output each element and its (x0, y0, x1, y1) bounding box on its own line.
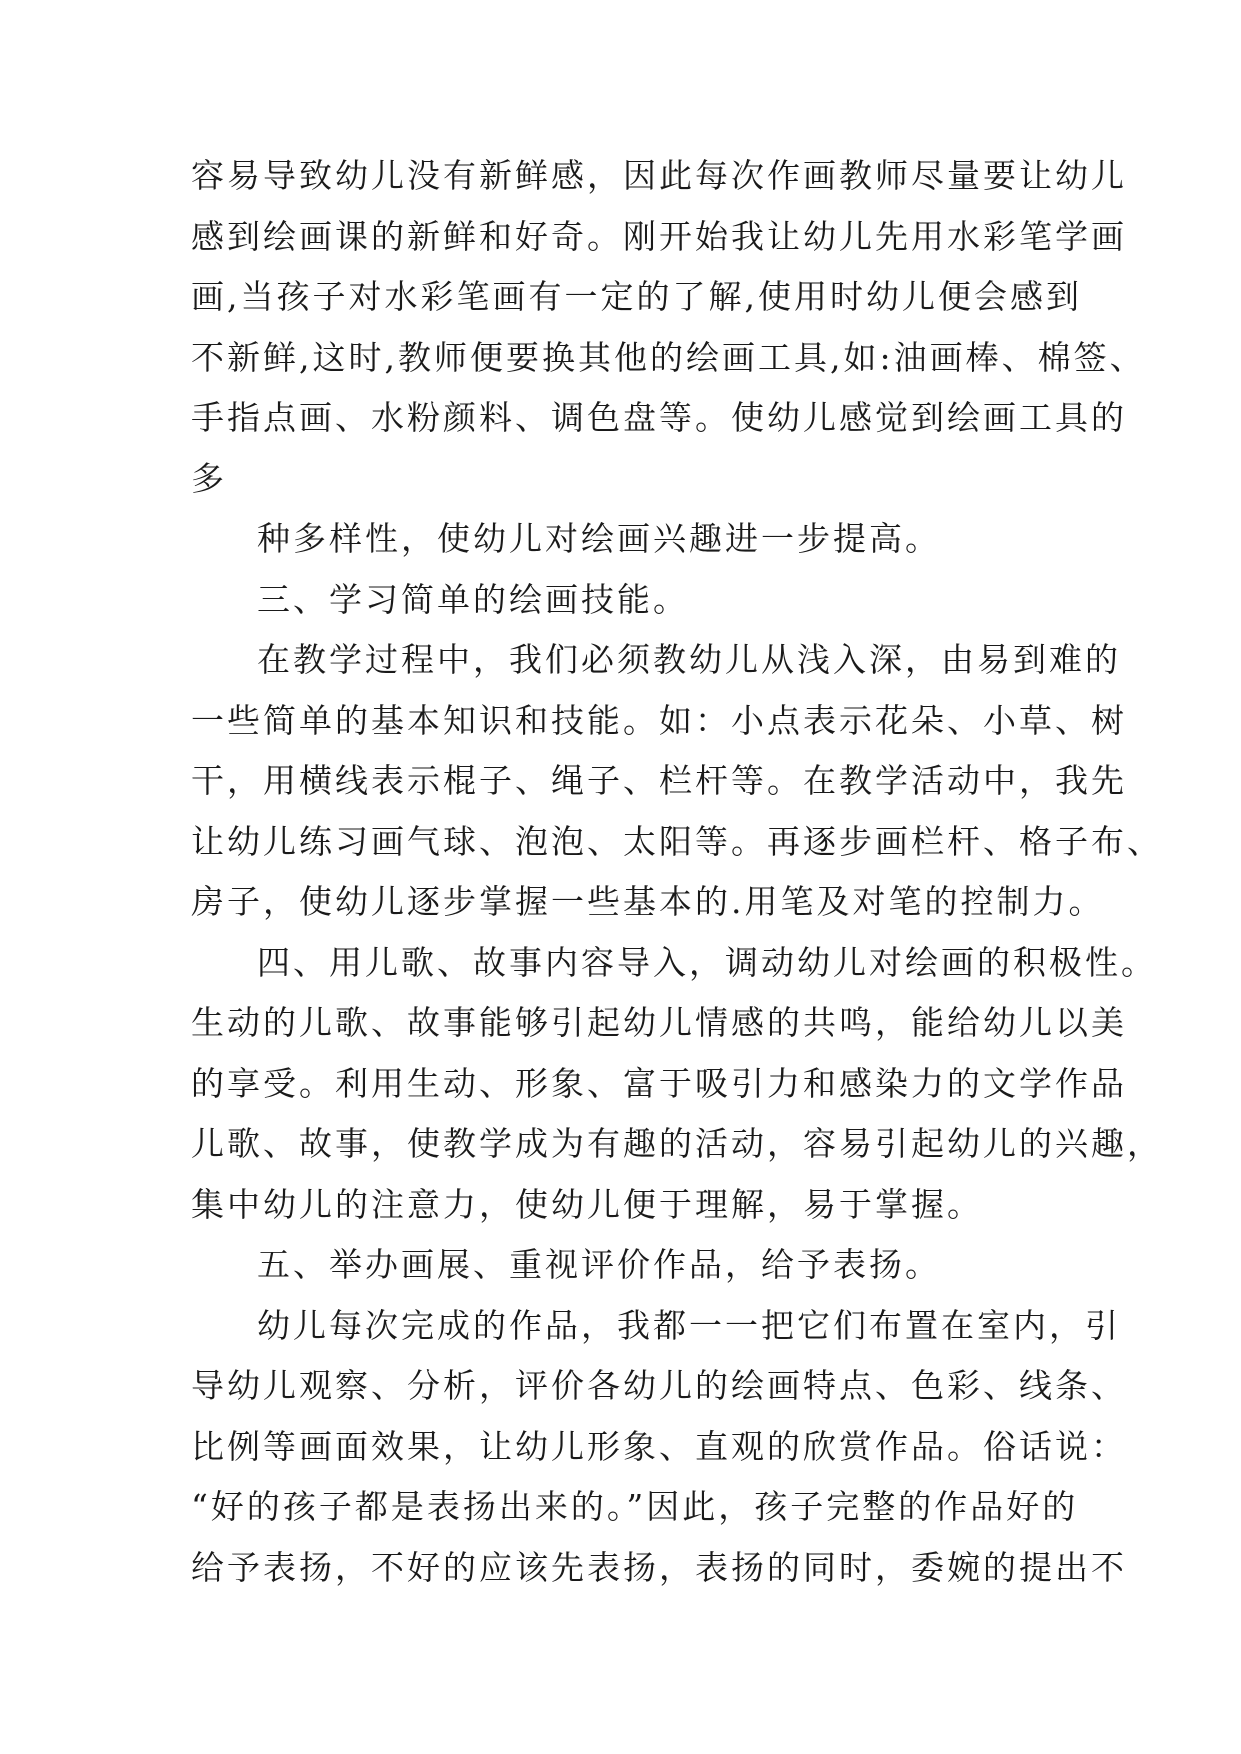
text-line: 手指点画、水粉颜料、调色盘等。使幼儿感觉到绘画工具的 (191, 398, 1127, 437)
text-line: 房子，使幼儿逐步掌握一些基本的.用笔及对笔的控制力。 (191, 882, 1105, 921)
text-line: 的享受。利用生动、形象、富于吸引力和感染力的文学作品 (191, 1063, 1127, 1103)
text-line: 干，用横线表示棍子、绳子、栏杆等。在教学活动中，我先 (191, 761, 1127, 800)
section-heading: 三、学习简单的绘画技能。 (257, 579, 689, 619)
text-line: “好的孩子都是表扬出来的。”因此，孩子完整的作品好的 (191, 1487, 1079, 1526)
text-line: 种多样性，使幼儿对绘画兴趣进一步提高。 (257, 519, 941, 558)
text-line: 幼儿每次完成的作品，我都一一把它们布置在室内，引 (257, 1305, 1121, 1345)
text-line: 一些简单的基本知识和技能。如：小点表示花朵、小草、树 (191, 700, 1127, 740)
text-line: 容易导致幼儿没有新鲜感，因此每次作画教师尽量要让幼儿 (191, 156, 1127, 195)
section-heading: 四、用儿歌、故事内容导入，调动幼儿对绘画的积极性。 (257, 942, 1157, 982)
text-line: 让幼儿练习画气球、泡泡、太阳等。再逐步画栏杆、格子布、 (191, 821, 1163, 861)
section-heading: 五、举办画展、重视评价作品，给予表扬。 (257, 1245, 941, 1284)
text-line: 不新鲜,这时,教师便要换其他的绘画工具,如:油画棒、棉签、 (191, 337, 1146, 377)
text-line: 多 (191, 458, 227, 498)
text-line: 导幼儿观察、分析，评价各幼儿的绘画特点、色彩、线条、 (191, 1366, 1127, 1405)
text-line: 儿歌、故事，使教学成为有趣的活动，容易引起幼儿的兴趣， (191, 1124, 1163, 1163)
text-line: 感到绘画课的新鲜和好奇。刚开始我让幼儿先用水彩笔学画 (191, 216, 1127, 256)
text-line: 给予表扬，不好的应该先表扬，表扬的同时，委婉的提出不 (191, 1547, 1127, 1587)
text-line: 集中幼儿的注意力，使幼儿便于理解，易于掌握。 (191, 1184, 983, 1224)
text-line: 比例等画面效果，让幼儿形象、直观的欣赏作品。俗话说： (191, 1426, 1127, 1466)
text-line: 生动的儿歌、故事能够引起幼儿情感的共鸣，能给幼儿以美 (191, 1003, 1127, 1042)
text-line: 在教学过程中，我们必须教幼儿从浅入深，由易到难的 (257, 640, 1121, 679)
document-body (191, 146, 1163, 1598)
text-line: 画,当孩子对水彩笔画有一定的了解,使用时幼儿便会感到 (191, 277, 1082, 316)
